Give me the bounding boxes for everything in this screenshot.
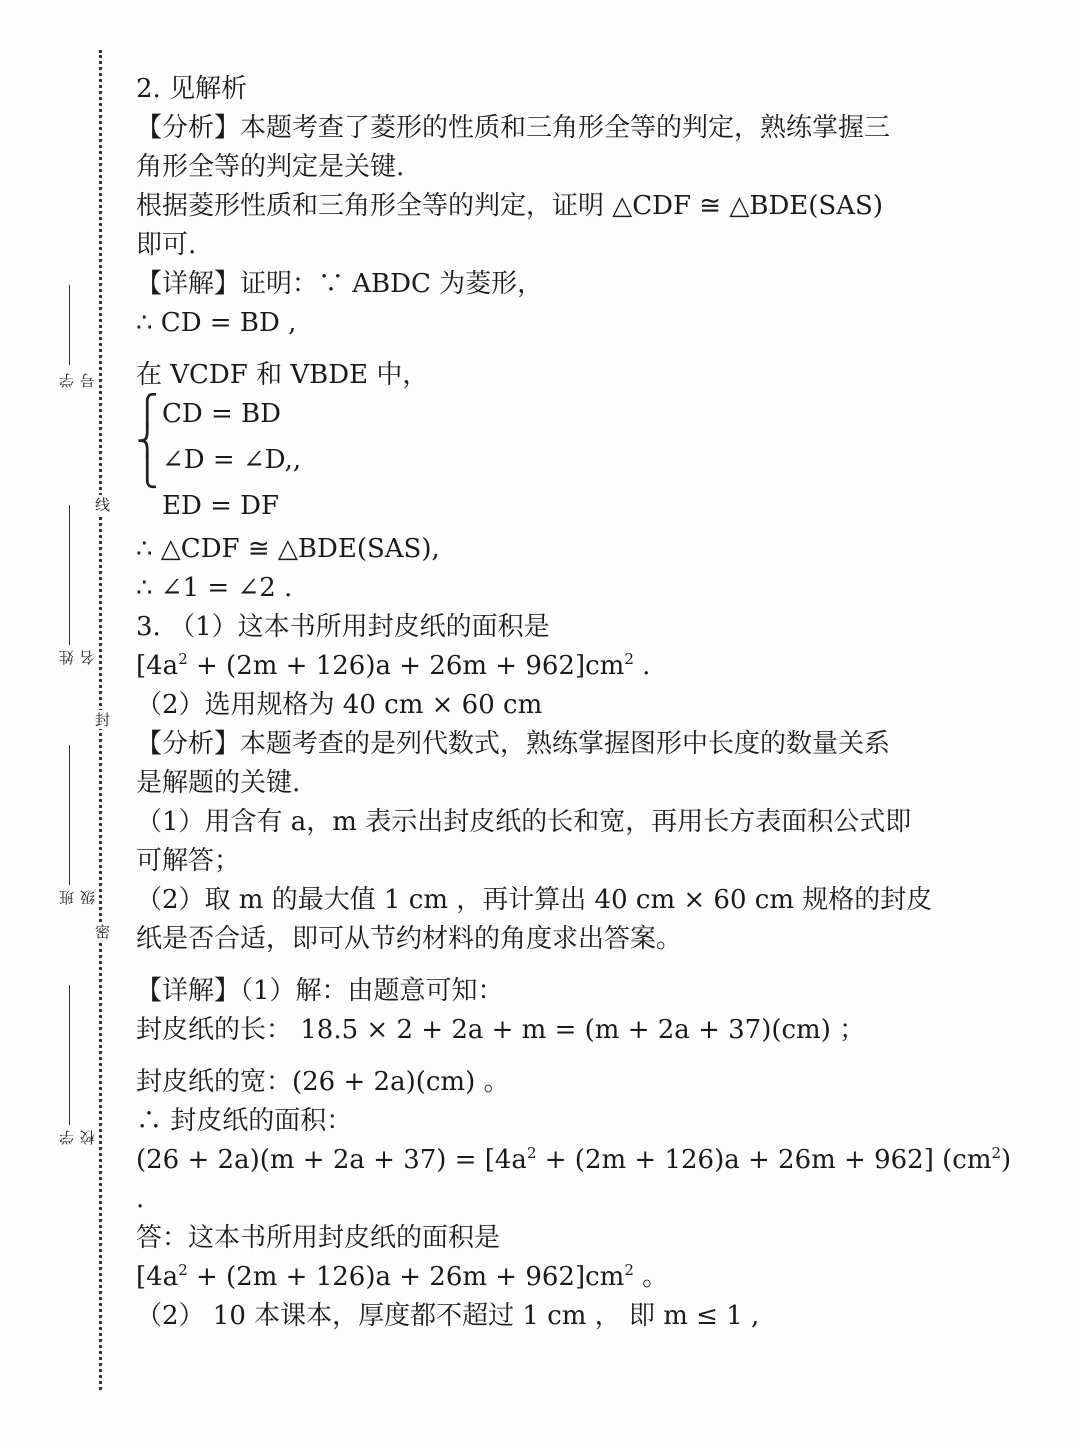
text-line: 根据菱形性质和三角形全等的判定，证明 △CDF ≅ △BDE(SAS) <box>136 191 883 221</box>
text-line: 2. 见解析 <box>136 74 248 104</box>
text-line: 角形全等的判定是关键. <box>136 152 405 182</box>
formula-line: $[4a^2 + (2m + 126)a + 26m + 962]cm^2$ 。 <box>136 1261 669 1292</box>
text-line: 封皮纸的长： 18.5 × 2 + 2a + m = (m + 2a + 37)(cm) ； <box>136 1015 866 1045</box>
text-line: ∴ ∠1 = ∠2 . <box>136 573 293 603</box>
student-id-rule <box>69 285 70 365</box>
text-line: . <box>136 1184 145 1214</box>
cut-word-mi: 密 <box>93 924 111 939</box>
school-rule <box>69 985 70 1125</box>
class-label: 班级 <box>58 890 97 905</box>
text-line: （1）用含有 a，m 表示出封皮纸的长和宽，再用长方表面积公式即 <box>136 807 912 837</box>
text-line: 是解题的关键. <box>136 768 301 798</box>
text-line: 【分析】本题考查了菱形的性质和三角形全等的判定，熟练掌握三 <box>136 113 891 143</box>
student-name-label: 姓名 <box>58 650 97 665</box>
cut-word-feng: 封 <box>93 712 111 727</box>
left-brace: ⎧ ⎨ ⎩ <box>136 394 159 489</box>
answer-content <box>136 70 1012 1336</box>
student-name-rule <box>69 505 70 645</box>
equation-system <box>136 395 956 530</box>
text-line: ∴ 封皮纸的面积： <box>136 1106 353 1136</box>
formula-line: $[4a^2 + (2m + 126)a + 26m + 962]cm^2$ . <box>136 650 651 681</box>
equation-line: ED = DF <box>162 491 280 521</box>
text-line: 可解答； <box>136 846 241 876</box>
text-line: ∴ CD = BD , <box>136 308 297 338</box>
text-line: 封皮纸的宽：(26 + 2a)(cm) 。 <box>136 1067 510 1097</box>
student-id-label: 学号 <box>58 373 97 388</box>
text-line: 即可. <box>136 230 197 260</box>
text-line: ∴ △CDF ≅ △BDE(SAS), <box>136 534 440 564</box>
text-line: 【详解】（1）解：由题意可知： <box>136 976 504 1006</box>
text-line: （2）取 m 的最大值 1 cm ，再计算出 40 cm × 60 cm 规格的封皮 <box>136 885 933 915</box>
formula-line: $(26 + 2a)(m + 2a + 37) = [4a^2 + (2m + 126)a + 26m + 962]$ $(cm^2)$ <box>136 1144 1012 1175</box>
text-line: 在 VCDF 和 VBDE 中， <box>136 360 429 390</box>
school-label: 学校 <box>58 1130 97 1145</box>
class-rule <box>69 745 70 885</box>
equation-line: CD = BD <box>162 399 282 429</box>
text-line: 纸是否合适，即可从节约材料的角度求出答案。 <box>136 924 683 954</box>
equation-line: ∠D = ∠D,, <box>162 445 302 475</box>
text-line: 3. （1）这本书所用封皮纸的面积是 <box>136 612 550 642</box>
text-line: （2） 10 本课本，厚度都不超过 1 cm ， 即 m ≤ 1 , <box>136 1301 760 1331</box>
text-line: 【详解】证明：∵ ABDC 为菱形， <box>136 269 544 299</box>
text-line: 答：这本书所用封皮纸的面积是 <box>136 1223 501 1253</box>
text-line: 【分析】本题考查的是列代数式，熟练掌握图形中长度的数量关系 <box>136 729 891 759</box>
text-line: （2）选用规格为 40 cm × 60 cm <box>136 690 543 720</box>
cut-word-xian: 线 <box>93 497 111 512</box>
